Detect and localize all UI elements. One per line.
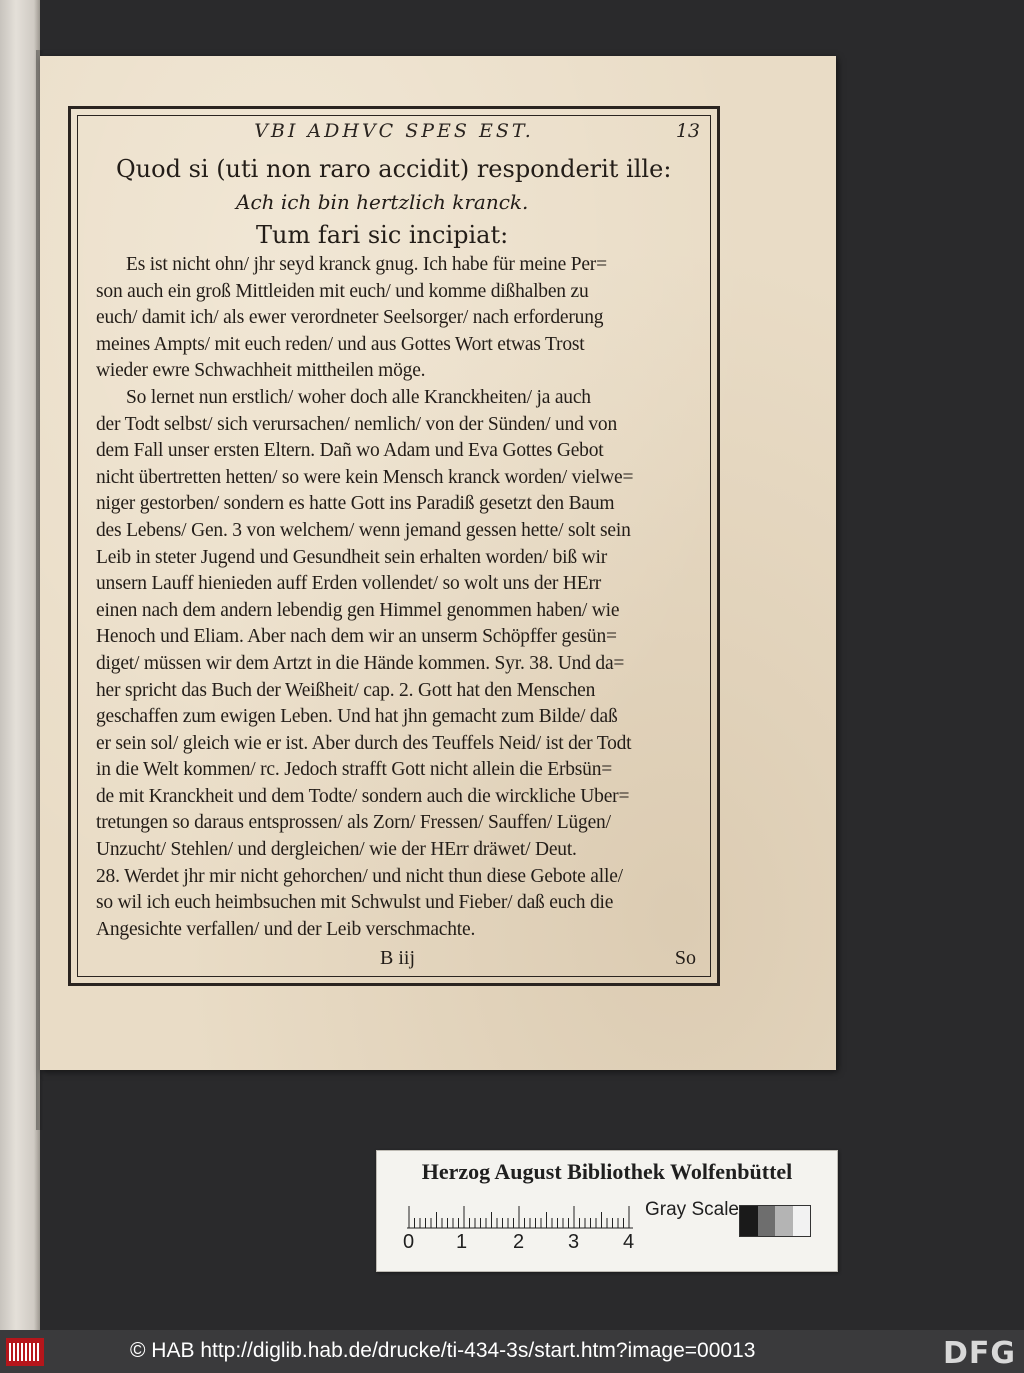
text-line: in die Welt kommen/ rc. Jedoch strafft Gott nicht allein die Erbsün= (96, 759, 613, 781)
hab-logo-icon (6, 1338, 44, 1366)
running-head: VBI ADHVC SPES EST. (254, 120, 534, 142)
text-line: des Lebens/ Gen. 3 von welchem/ wenn jemand gessen hette/ solt sein (96, 519, 631, 541)
text-line: euch/ damit ich/ als ewer verordneter Seelsorger/ nach erforderung (96, 307, 604, 329)
ruler-number: 4 (623, 1231, 635, 1253)
text-line: der Todt selbst/ sich verursachen/ nemlich/ von der Sünden/ und von (96, 413, 618, 435)
library-name: Herzog August Bibliothek Wolfenbüttel (421, 1159, 793, 1184)
text-line: son auch ein groß Mittleiden mit euch/ und komme dißhalben zu (96, 280, 589, 302)
previous-page-edge (0, 0, 40, 1330)
book-page (40, 56, 836, 1070)
paragraph-1 (96, 252, 696, 385)
text-line: er sein sol/ gleich wie er ist. Aber durch des Teuffels Neid/ ist der Todt (96, 732, 632, 754)
swatch-mid (758, 1206, 776, 1236)
bottom-info-bar (0, 1330, 1024, 1373)
page-border-inner (77, 115, 711, 977)
ruler-number: 0 (403, 1231, 415, 1253)
signature-mark: B iij (380, 947, 416, 969)
page-footer (78, 942, 710, 970)
swatch-light (775, 1206, 793, 1236)
text-line: So lernet nun erstlich/ woher doch alle Kranckheiten/ ja auch (126, 386, 591, 408)
text-line: de mit Kranckheit und dem Todte/ sondern auch die wirckliche Uber= (96, 785, 630, 807)
source-url-link[interactable]: © HAB http://diglib.hab.de/drucke/ti-434-3s/start.htm?image=00013 (130, 1339, 756, 1362)
text-line: wieder ewre Schwachheit mittheilen möge. (96, 360, 426, 382)
catchword: So (674, 947, 696, 969)
swatch-white (793, 1206, 811, 1236)
text-line: Es ist nicht ohn/ jhr seyd kranck gnug. Ich habe für meine Per= (126, 254, 607, 275)
text-line: einen nach dem andern lebendig gen Himmel genommen haben/ wie (96, 599, 620, 621)
text-line: nicht übertretten hetten/ so were kein Mensch kranck worden/ vielwe= (96, 466, 634, 488)
text-line: Unzucht/ Stehlen/ und dergleichen/ wie der HErr dräwet/ Deut. (96, 839, 577, 861)
swatch-dark (740, 1206, 758, 1236)
gray-scale-label: Gray Scale (645, 1199, 739, 1220)
text-line: geschaffen zum ewigen Leben. Und hat jhn gemacht zum Bilde/ daß (96, 706, 618, 728)
text-line: diget/ müssen wir dem Artzt in die Hände kommen. Syr. 38. Und da= (96, 652, 625, 674)
text-line: 28. Werdet jhr mir nicht gehorchen/ und nicht thun diese Gebote alle/ (96, 865, 623, 887)
text-line: Henoch und Eliam. Aber nach dem wir an unserm Schöpffer gesün= (96, 626, 617, 648)
text-line: so wil ich euch heimbsuchen mit Schwulst und Fieber/ daß euch die (96, 892, 614, 914)
ruler-number: 3 (568, 1231, 580, 1253)
text-line: Angesichte verfallen/ und der Leib verschmachte. (96, 918, 476, 940)
latin-intro: Quod si (uti non raro accidit) responderit ille: (116, 155, 672, 183)
scale-ruler (407, 1199, 633, 1229)
text-block (96, 152, 696, 943)
text-line: tretungen so daraus entsprossen/ als Zorn/ Fressen/ Sauffen/ Lügen/ (96, 812, 611, 834)
page-number: 13 (675, 120, 700, 142)
ruler-number: 1 (456, 1231, 468, 1253)
page-border-frame (68, 106, 720, 986)
text-line: dem Fall unser ersten Eltern. Dañ wo Adam und Eva Gottes Gebot (96, 440, 604, 462)
library-label-card (376, 1150, 838, 1272)
latin-transition: Tum fari sic incipiat: (256, 221, 509, 249)
paragraph-2 (96, 385, 696, 943)
gray-scale-swatch (739, 1205, 811, 1237)
text-line: Leib in steter Jugend und Gesundheit sein erhalten worden/ biß wir (96, 546, 608, 568)
text-line: unsern Lauff hienieden auff Erden vollendet/ so wolt uns der HErr (96, 573, 602, 595)
german-reply: Ach ich bin hertzlich kranck. (236, 190, 529, 214)
text-line: her spricht das Buch der Weißheit/ cap. 2. Gott hat den Menschen (96, 679, 596, 701)
text-line: niger gestorben/ sondern es hatte Gott ins Paradiß gesetzt den Baum (96, 493, 615, 515)
text-line: meines Ampts/ mit euch reden/ und aus Gottes Wort etwas Trost (96, 333, 585, 355)
dfg-logo: DFG (942, 1336, 1016, 1371)
ruler-numbers (403, 1231, 643, 1257)
ruler-number: 2 (513, 1231, 525, 1253)
